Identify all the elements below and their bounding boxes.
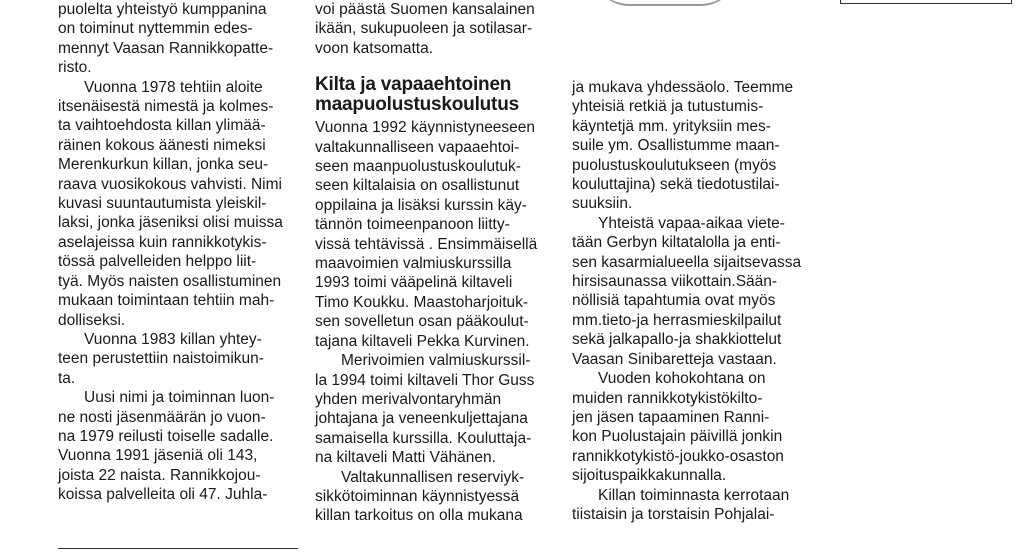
paragraph: puolelta yhteistyö kumppanina on toiminut nyttemmin edes- mennyt Vaasan Rannikkopatte- risto. <box>58 1 274 77</box>
paragraph: Vuonna 1983 killan yhtey- teen perustettiin naistoimikun- ta. <box>58 330 264 387</box>
column-rule <box>58 548 298 549</box>
paragraph: Yhteistä vapaa-aikaa viete- tään Gerbyn kiltatalolla ja enti- sen kasarmialueella sijaitsevassa hirsisaunassa viikottain.Sään- nöllisiä tapahtumia ovat myös mm.tieto-ja herrasmieskilpailut sekä jalkapallo-ja shakkiottelut Vaasan Sinibaretteja vastaan. <box>572 214 802 368</box>
top-right-frame <box>840 0 1012 4</box>
paragraph: Valtakunnallisen reserviyk- sikkötoiminnan käynnistyessä killan tarkoitus on olla mukana <box>315 468 525 525</box>
column-1 <box>58 0 300 505</box>
paragraph: ja mukava yhdessäolo. Teemme yhteisiä retkiä ja tutustumis- käyntetjä mm. yrityksiin mes- suile ym. Osallistumme maan- puolustuskoulutukseen (myös kouluttajina) sekä tiedotustilai- suuksiin. <box>572 79 794 213</box>
paragraph: Uusi nimi ja toiminnan luon- ne nosti jäsenmäärän jo vuon- na 1979 reilusti toiselle sadalle. Vuonna 1991 jäseniä oli 143, joista 22 naista. Rannikkojou- koissa palvelleita oli 47. Juhla- <box>58 389 275 504</box>
paragraph: Vuonna 1992 käynnistyneeseen valtakunnalliseen vapaaehtoi- seen maanpuolustuskoulutuk- seen kiltalaisia on osallistunut oppilaina ja lisäksi kurssin käy- tännön toimeenpanoon liitty- vissä tehtävissä . Ensimmäisellä maavoimien valmiuskurssilla 1993 toimi vääpelinä kiltaveli Timo Koukku. Maastoharjoituk- sen sovelletun osan pääkoulut- tajana kiltaveli Pekka Kurvinen. <box>315 119 538 350</box>
column-2 <box>315 0 555 526</box>
paragraph: Vuonna 1978 tehtiin aloite itsenäisestä nimestä ja kolmes- ta vaihtoehdosta killan ylimää- räinen kokous äänesti nimeksi Merenkurkun killan, jonka seu- raava vuosikokous vahvisti. Nimi kuvasi suuntautumista yleiskil- laksi, jonka jäseniksi olisi muissa aselajeissa kuin rannikkotykis- tössä palvelleiden helppo liit- tyä. Myös naisten osallistuminen mukaan toimintaan tehtiin mah- dolliseksi. <box>58 78 283 329</box>
paragraph: Killan toiminnasta kerrotaan tiistaisin ja torstaisin Pohjalai- <box>572 486 790 523</box>
paragraph: Vuoden kohokohtana on muiden rannikkotykistökilto- jen jäsen tapaaminen Ranni- kon Puolustajain päivillä jonkin rannikkotykistö-joukko-osaston sijoituspaikkakunnalla. <box>572 370 784 485</box>
paragraph: voi päästä Suomen kansalainen ikään, sukupuoleen ja sotilasar- voon katsomatta. <box>315 1 535 57</box>
decorative-arc <box>590 0 740 6</box>
section-heading: Kilta ja vapaaehtoinen maapuolustuskoulutus <box>315 74 519 116</box>
paragraph: Merivoimien valmiuskurssil- la 1994 toimi kiltaveli Thor Guss yhden merivalvontaryhmän johtajana ja veneenkuljettajana samaisella kurssilla. Kouluttaja- na kiltaveli Matti Vähänen. <box>315 352 535 467</box>
column-3 <box>572 78 812 524</box>
